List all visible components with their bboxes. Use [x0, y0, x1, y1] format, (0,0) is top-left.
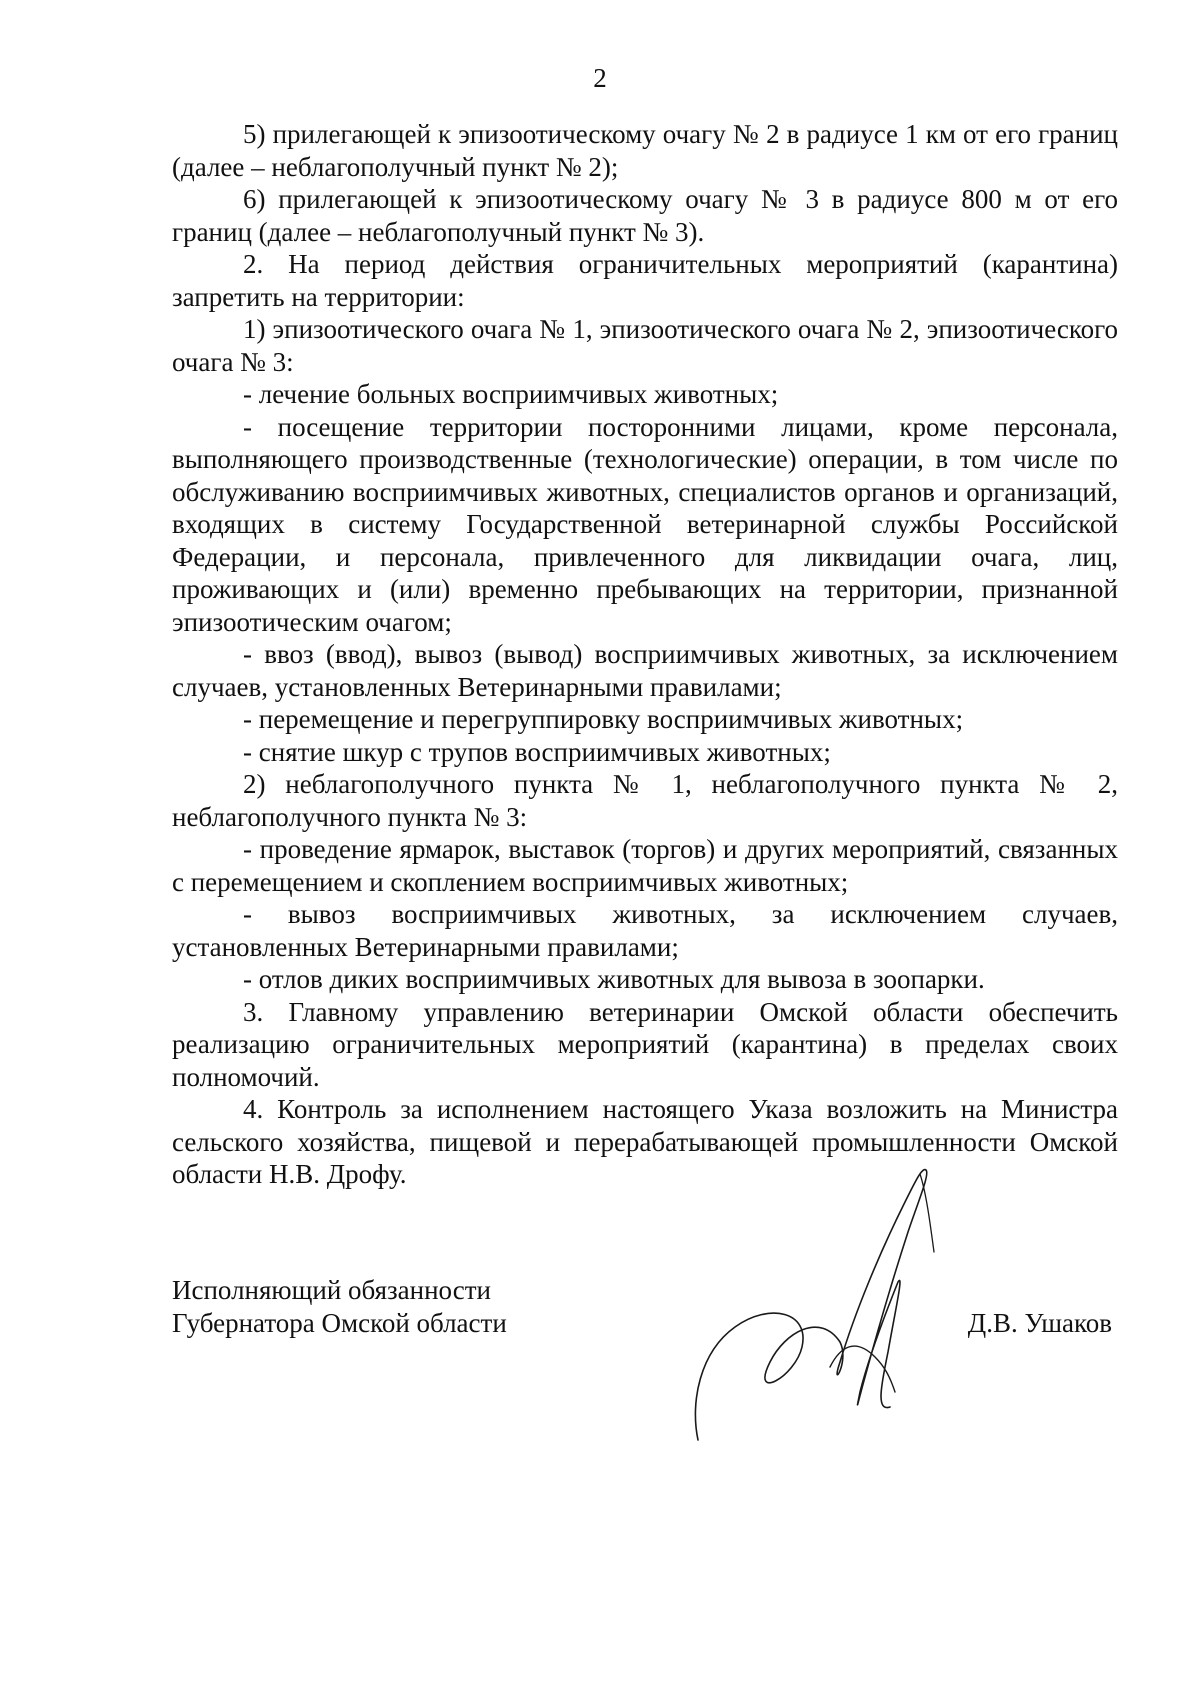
- paragraph-item-6: 6) прилегающей к эпизоотическому очагу № 3 в радиусе 800 м от его границ (далее – неблагополучный пункт № 3).: [172, 184, 1118, 247]
- paragraph-bullet: - снятие шкур с трупов восприимчивых животных;: [243, 736, 831, 767]
- signature-block: [172, 1274, 1118, 1339]
- paragraph-bullet: - лечение больных восприимчивых животных;: [243, 379, 779, 409]
- handwritten-signature: [690, 1162, 950, 1462]
- paragraph-clause-2: 2. На период действия ограничительных мероприятий (карантина) запретить на территории:: [172, 249, 1118, 312]
- paragraph-bullet: - перемещение и перегруппировку восприимчивых животных;: [243, 704, 964, 734]
- paragraph-bullet: - отлов диких восприимчивых животных для вывоза в зоопарки.: [243, 964, 985, 994]
- paragraph-subclause-2: 2) неблагополучного пункта № 1, неблагополучного пункта № 2, неблагополучного пункта № 3:: [172, 769, 1118, 832]
- signatory-name: Д.В. Ушаков: [967, 1307, 1112, 1338]
- page-number: 2: [593, 63, 607, 93]
- signatory-title-line-2: Губернатора Омской области: [172, 1307, 507, 1338]
- paragraph-subclause-1: 1) эпизоотического очага № 1, эпизоотического очага № 2, эпизоотического очага № 3:: [172, 314, 1118, 377]
- paragraph-item-5: 5) прилегающей к эпизоотическому очагу № 2 в радиусе 1 км от его границ (далее – неблагополучный пункт № 2);: [172, 119, 1118, 182]
- paragraph-bullet: - проведение ярмарок, выставок (торгов) и других мероприятий, связанных с перемещением и скоплением восприимчивых животных;: [172, 834, 1118, 897]
- paragraph-clause-4: 4. Контроль за исполнением настоящего Указа возложить на Министра сельского хозяйства, пищевой и перерабатывающей промышленности Омской области Н.В. Дрофу.: [172, 1094, 1118, 1189]
- paragraph-clause-3: 3. Главному управлению ветеринарии Омской области обеспечить реализацию ограничительных мероприятий (карантина) в пределах своих полномочий.: [172, 996, 1118, 1092]
- document-body: [172, 118, 1118, 1191]
- paragraph-bullet: - вывоз восприимчивых животных, за исключением случаев, установленных Ветеринарными правилами;: [172, 899, 1118, 962]
- signature-scribble: [690, 1162, 950, 1462]
- paragraph-bullet: - посещение территории посторонними лицами, кроме персонала, выполняющего производственные (технологические) операции, в том числе по обслуживанию восприимчивых животных, специалистов органов и организаций, входящих в систему Государственной ветеринарной службы Российской Федерации, и персонала, привлеченного для ликвидации очага, лиц, проживающих и (или) временно пребывающих на территории, признанной эпизоотическим очагом;: [172, 411, 1118, 637]
- signatory-title-line-1: Исполняющий обязанности: [172, 1275, 491, 1305]
- paragraph-bullet: - ввоз (ввод), вывоз (вывод) восприимчивых животных, за исключением случаев, установленных Ветеринарными правилами;: [172, 639, 1118, 702]
